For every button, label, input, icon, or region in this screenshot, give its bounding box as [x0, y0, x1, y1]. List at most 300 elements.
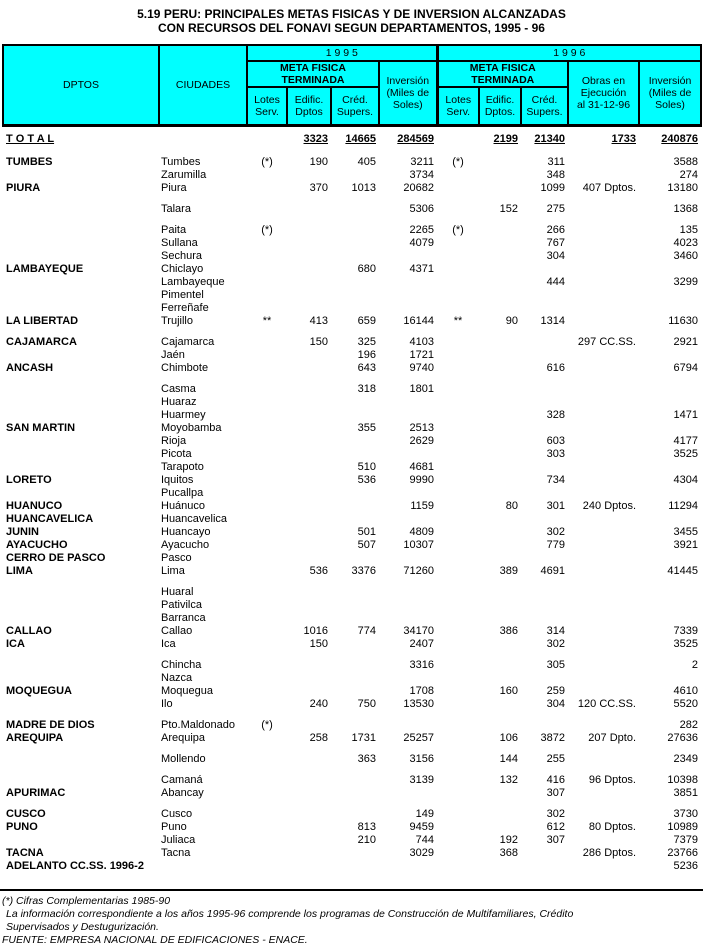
cell-i6 [639, 302, 701, 315]
cell-dpto: TACNA [6, 847, 44, 859]
cell-i6: 11630 [668, 315, 699, 327]
cell-o6 [568, 422, 639, 435]
cell-i5: 4371 [409, 263, 434, 275]
cell-l5 [247, 250, 287, 263]
cell-i5 [379, 672, 437, 685]
cell-city: Talara [161, 203, 191, 215]
cell-city: Ica [161, 638, 176, 650]
spacer-row [3, 328, 701, 336]
cell-l5 [247, 847, 287, 860]
cell-c5 [331, 719, 379, 732]
spacer-cell [3, 800, 701, 808]
cell-i6 [639, 487, 701, 500]
cell-c6: 603 [546, 435, 565, 447]
cell-i6 [639, 599, 701, 612]
cell-i6: 3851 [673, 787, 699, 799]
cell-e6: 368 [499, 847, 518, 859]
cell-c6: 305 [546, 659, 565, 671]
cell-i5 [379, 302, 437, 315]
cell-i5 [379, 289, 437, 302]
cell-e6 [479, 250, 521, 263]
cell-city: Sullana [161, 237, 198, 249]
cell-l5 [247, 203, 287, 216]
cell-e6: 152 [499, 203, 518, 215]
cell-i5: 13530 [403, 698, 434, 710]
table-row [3, 808, 701, 821]
cell-e6 [479, 263, 521, 276]
cell-c6 [521, 612, 568, 625]
cell-c6 [521, 672, 568, 685]
cell-dpto: CUSCO [6, 808, 46, 820]
cell-o6 [568, 435, 639, 448]
cell-l6 [437, 182, 479, 195]
cell-i6: 7379 [673, 834, 699, 846]
cell-dpto: LA LIBERTAD [6, 315, 79, 327]
cell-c6 [521, 599, 568, 612]
cell-city: Huarmey [161, 409, 206, 421]
cell-e5 [287, 250, 331, 263]
cell-city: Tacna [161, 847, 191, 859]
cell-c5: 1731 [351, 732, 376, 744]
cell-l6 [437, 203, 479, 216]
header-lotes-1996: Lotes Serv. [437, 87, 479, 126]
cell-e5: 1016 [303, 625, 328, 637]
table-row [3, 672, 701, 685]
table-row [3, 834, 701, 847]
cell-o6 [568, 302, 639, 315]
cell-o6 [568, 276, 639, 289]
cell-l6 [437, 336, 479, 349]
cell-e6: 80 [505, 500, 518, 512]
cell-e5: 413 [309, 315, 328, 327]
cell-e5 [287, 860, 331, 873]
cell-city: Juliaca [161, 834, 196, 846]
table-row [3, 612, 701, 625]
cell-city [159, 860, 247, 873]
cell-city: Huaral [161, 586, 194, 598]
cell-c5: 1013 [351, 182, 376, 194]
cell-l5 [247, 586, 287, 599]
cell-city: Cajamarca [161, 336, 215, 348]
cell-l6 [437, 461, 479, 474]
cell-l5 [247, 349, 287, 362]
cell-dpto [3, 237, 159, 250]
cell-l5 [247, 526, 287, 539]
cell-c5 [331, 224, 379, 237]
cell-dpto: LORETO [6, 474, 52, 486]
cell-e5 [287, 487, 331, 500]
cell-l6 [437, 821, 479, 834]
cell-e5 [287, 383, 331, 396]
cell-city: Paita [161, 224, 187, 236]
cell-l5 [247, 448, 287, 461]
cell-i6: 41445 [667, 565, 699, 577]
cell-l6 [437, 685, 479, 698]
cell-c5: 659 [357, 315, 376, 327]
cell-c6: 616 [546, 362, 565, 374]
cell-o6 [568, 808, 639, 821]
cell-l6 [437, 276, 479, 289]
cell-c5: 3376 [351, 565, 376, 577]
cell-e6 [479, 396, 521, 409]
cell-o6 [568, 349, 639, 362]
cell-l5 [247, 698, 287, 711]
cell-dpto [3, 409, 159, 422]
cell-dpto: APURIMAC [6, 787, 66, 799]
footnote-info-line-1: La información correspondiente a los años 1995-96 comprende los programas de Construcción de Multifamiliares, Crédito [6, 908, 574, 920]
cell-l5 [247, 422, 287, 435]
cell-o6 [568, 396, 639, 409]
cell-c6: 307 [546, 834, 565, 846]
cell-dpto [3, 834, 159, 847]
table-row [3, 487, 701, 500]
cell-i6 [639, 612, 701, 625]
cell-e6 [479, 808, 521, 821]
cell-l6 [437, 847, 479, 860]
spacer-row [3, 148, 701, 156]
cell-o6 [568, 753, 639, 766]
table-row [3, 526, 701, 539]
cell-e6 [479, 513, 521, 526]
cell-l5 [247, 461, 287, 474]
header-inversion-1995: Inversión (Miles de Soles) [379, 61, 437, 126]
cell-i6: 3730 [673, 808, 699, 820]
spacer-cell [3, 578, 701, 586]
cell-dpto [3, 599, 159, 612]
cell-e5 [287, 513, 331, 526]
cell-o6 [568, 156, 639, 169]
cell-e5 [287, 612, 331, 625]
cell-c6: 307 [546, 787, 565, 799]
cell-c6 [521, 396, 568, 409]
cell-c6: 301 [546, 500, 565, 512]
cell-c6 [521, 513, 568, 526]
cell-e5 [287, 586, 331, 599]
cell-dpto: JUNIN [6, 526, 40, 538]
cell-dpto [3, 586, 159, 599]
cell-e6 [479, 224, 521, 237]
table-row [3, 552, 701, 565]
spacer-cell [3, 711, 701, 719]
cell-o6 [568, 685, 639, 698]
cell-e6 [479, 821, 521, 834]
cell-dpto [3, 203, 159, 216]
table-row [3, 732, 701, 745]
cell-l5 [247, 672, 287, 685]
cell-e6 [479, 672, 521, 685]
cell-i5: 1801 [409, 383, 434, 395]
cell-o6 [568, 834, 639, 847]
spacer-row [3, 375, 701, 383]
cell-i6: 23766 [667, 847, 699, 859]
title-line-1: 5.19 PERU: PRINCIPALES METAS FISICAS Y DE INVERSION ALCANZADAS [137, 7, 566, 21]
cell-city: Moyobamba [161, 422, 222, 434]
cell-i6: 5236 [673, 860, 699, 872]
cell-i5: 2407 [409, 638, 434, 650]
cell-city: Chiclayo [161, 263, 204, 275]
cell-i5: 3156 [409, 753, 434, 765]
cell-e6 [479, 409, 521, 422]
cell-dpto [3, 753, 159, 766]
cell-l5: (*) [261, 719, 273, 731]
cell-i5: 149 [415, 808, 434, 820]
cell-o6 [568, 513, 639, 526]
cell-city: Ferreñafe [161, 302, 209, 314]
cell-city: Piura [161, 182, 187, 194]
cell-e6 [479, 860, 521, 873]
cell-o6 [568, 224, 639, 237]
cell-i6: 2921 [673, 336, 699, 348]
cell-l6 [437, 732, 479, 745]
cell-l5 [247, 302, 287, 315]
cell-i6: 3525 [673, 638, 699, 650]
cell-o6: 297 CC.SS. [577, 336, 636, 348]
cell-dpto [3, 487, 159, 500]
cell-l6 [437, 625, 479, 638]
cell-i5: 71260 [403, 565, 434, 577]
cell-c6: 304 [546, 698, 565, 710]
cell-l5 [247, 289, 287, 302]
cell-o6 [568, 203, 639, 216]
cell-i6 [639, 396, 701, 409]
cell-l6 [437, 552, 479, 565]
cell-l5 [247, 612, 287, 625]
cell-c5 [331, 203, 379, 216]
cell-i5 [379, 250, 437, 263]
cell-e6: 106 [499, 732, 518, 744]
cell-i6 [639, 289, 701, 302]
cell-e5 [287, 552, 331, 565]
cell-c5 [331, 302, 379, 315]
cell-e5: 3323 [303, 133, 328, 145]
cell-city: Chincha [161, 659, 202, 671]
footnote-asterisk: (*) Cifras Complementarias 1985-90 [2, 895, 171, 907]
cell-o6 [568, 539, 639, 552]
cell-city: Barranca [161, 612, 206, 624]
cell-i5 [379, 612, 437, 625]
cell-l6 [437, 586, 479, 599]
cell-i6: 3455 [673, 526, 699, 538]
cell-e5 [287, 302, 331, 315]
cell-l6 [437, 435, 479, 448]
cell-c6 [521, 719, 568, 732]
cell-i5 [379, 409, 437, 422]
cell-l5 [247, 126, 287, 149]
cell-c5 [331, 237, 379, 250]
cell-e5: 370 [309, 182, 328, 194]
cell-i6: 3460 [673, 250, 699, 262]
cell-i6: 3525 [673, 448, 699, 460]
cell-i5: 3029 [409, 847, 434, 859]
header-inversion-1996: Inversión (Miles de Soles) [639, 61, 701, 126]
cell-i6: 135 [679, 224, 699, 236]
cell-dpto: TUMBES [6, 156, 53, 168]
cell-i5: 20682 [403, 182, 434, 194]
cell-l5 [247, 732, 287, 745]
cell-city: Nazca [161, 672, 193, 684]
cell-i6: 11294 [668, 500, 699, 512]
cell-i6: 282 [679, 719, 699, 731]
cell-c6: 21340 [534, 133, 565, 145]
cell-e5 [287, 685, 331, 698]
cell-city: Picota [161, 448, 192, 460]
cell-e5 [287, 672, 331, 685]
cell-i5: 2629 [409, 435, 434, 447]
cell-city: Pucallpa [161, 487, 204, 499]
cell-c5 [331, 685, 379, 698]
cell-e6: 2199 [493, 133, 518, 145]
cell-l5 [247, 362, 287, 375]
cell-e6 [479, 302, 521, 315]
table-row [3, 821, 701, 834]
cell-city: Sechura [161, 250, 202, 262]
cell-city: Casma [161, 383, 196, 395]
cell-city: Pativilca [161, 599, 202, 611]
cell-i6 [639, 552, 701, 565]
cell-c6: 612 [546, 821, 565, 833]
cell-e5 [287, 362, 331, 375]
cell-i6: 1368 [673, 203, 699, 215]
cell-dpto [3, 396, 159, 409]
cell-i6: 10398 [667, 774, 699, 786]
cell-o6 [568, 526, 639, 539]
cell-c6: 348 [546, 169, 565, 181]
cell-e5 [287, 659, 331, 672]
cell-c6: 3872 [540, 732, 565, 744]
cell-i6 [639, 263, 701, 276]
table-row [3, 396, 701, 409]
cell-i5: 4809 [409, 526, 434, 538]
cell-i6: 2 [691, 659, 699, 671]
spacer-row [3, 711, 701, 719]
cell-o6 [568, 263, 639, 276]
cell-c6 [521, 422, 568, 435]
header-dptos: DPTOS [3, 45, 159, 126]
cell-e5 [287, 526, 331, 539]
cell-l5 [247, 753, 287, 766]
cell-c6: 302 [546, 526, 565, 538]
cell-e5: 240 [309, 698, 328, 710]
cell-l6 [437, 659, 479, 672]
cell-e6 [479, 276, 521, 289]
cell-o6 [568, 250, 639, 263]
cell-e6 [479, 698, 521, 711]
spacer-cell [3, 651, 701, 659]
cell-e5 [287, 539, 331, 552]
cell-l5 [247, 169, 287, 182]
cell-e5 [287, 847, 331, 860]
footnotes [0, 895, 703, 947]
cell-l5 [247, 396, 287, 409]
cell-i6: 10989 [667, 821, 699, 833]
cell-dpto [3, 448, 159, 461]
cell-i6: 274 [679, 169, 699, 181]
cell-e5 [287, 821, 331, 834]
table-row [3, 461, 701, 474]
cell-l5 [247, 276, 287, 289]
table-row [3, 422, 701, 435]
table-row [3, 698, 701, 711]
title-line-2: CON RECURSOS DEL FONAVI SEGUN DEPARTAMENTOS, 1995 - 96 [158, 21, 545, 35]
cell-i5: 4681 [409, 461, 434, 473]
table-row [3, 362, 701, 375]
cell-l6 [437, 860, 479, 873]
cell-l5 [247, 821, 287, 834]
table-row [3, 302, 701, 315]
cell-i5 [379, 396, 437, 409]
cell-o6 [568, 289, 639, 302]
cell-c5: 507 [357, 539, 376, 551]
cell-o6 [568, 552, 639, 565]
cell-dpto: CALLAO [6, 625, 52, 637]
cell-i5: 9459 [409, 821, 434, 833]
cell-c6: 266 [546, 224, 565, 236]
cell-l6 [437, 396, 479, 409]
cell-l5 [247, 659, 287, 672]
table-row [3, 539, 701, 552]
cell-c5: 680 [357, 263, 376, 275]
cell-dpto: AYACUCHO [6, 539, 68, 551]
spacer-cell [3, 375, 701, 383]
cell-o6 [568, 860, 639, 873]
cell-i5: 3734 [409, 169, 434, 181]
cell-l6 [437, 565, 479, 578]
cell-c5 [331, 513, 379, 526]
cell-e5 [287, 396, 331, 409]
cell-c5 [331, 586, 379, 599]
header-row-years [3, 45, 701, 61]
cell-e6: 389 [499, 565, 518, 577]
cell-i6: 6794 [673, 362, 699, 374]
cell-l5 [247, 599, 287, 612]
cell-l6 [437, 409, 479, 422]
cell-i5: 3211 [410, 156, 434, 168]
cell-city: Camaná [161, 774, 203, 786]
cell-c5 [331, 169, 379, 182]
table-row [3, 289, 701, 302]
cell-l5 [247, 182, 287, 195]
cell-l5 [247, 625, 287, 638]
cell-l6 [437, 474, 479, 487]
spacer-row [3, 216, 701, 224]
cell-e5: 150 [309, 638, 328, 650]
cell-o6 [568, 638, 639, 651]
cell-e6 [479, 383, 521, 396]
cell-dpto: LIMA [6, 565, 33, 577]
header-cred-1996: Créd. Supers. [521, 87, 568, 126]
cell-l6 [437, 289, 479, 302]
cell-e5 [287, 237, 331, 250]
table-row [3, 263, 701, 276]
cell-c5 [331, 659, 379, 672]
header-lotes-1995: Lotes Serv. [247, 87, 287, 126]
cell-c6: 444 [546, 276, 565, 288]
cell-city: Callao [161, 625, 193, 637]
cell-i5: 2265 [409, 224, 434, 236]
cell-dpto [3, 612, 159, 625]
cell-l6 [437, 169, 479, 182]
cell-city: Tumbes [161, 156, 201, 168]
cell-l5 [247, 774, 287, 787]
cell-o6 [568, 659, 639, 672]
cell-i5: 10307 [403, 539, 434, 551]
cell-i6: 1471 [673, 409, 699, 421]
cell-city: Ilo [161, 698, 173, 710]
cell-c5 [331, 774, 379, 787]
cell-c6: 303 [546, 448, 565, 460]
cell-e6 [479, 362, 521, 375]
cell-c6: 311 [547, 156, 565, 168]
